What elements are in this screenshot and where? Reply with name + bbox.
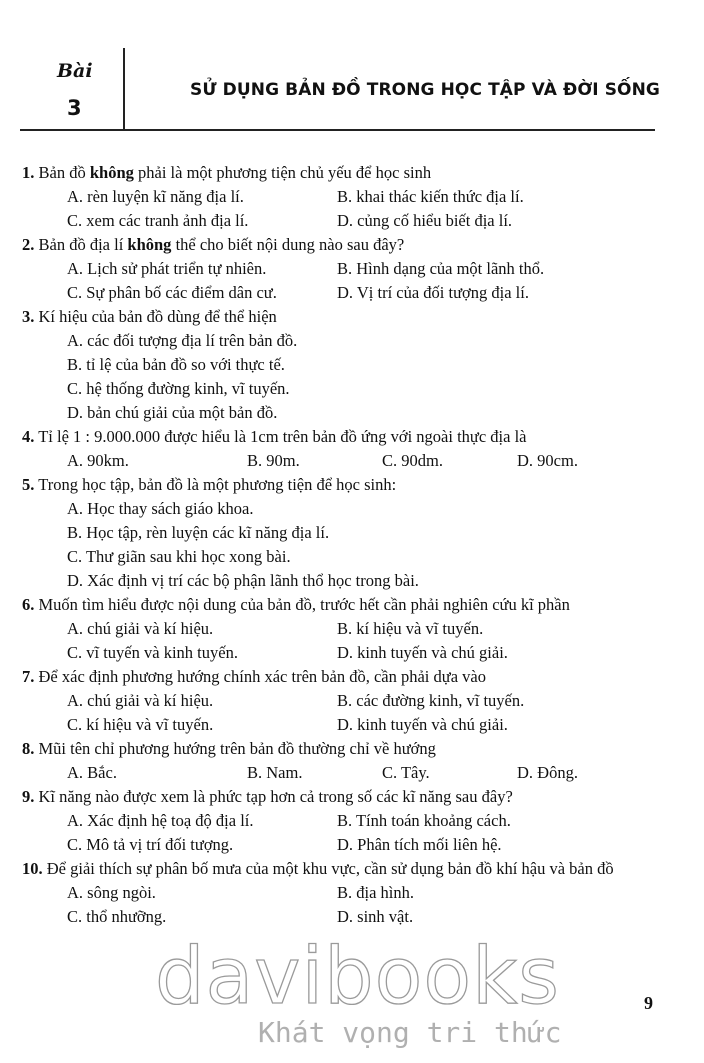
lesson-number: 3 xyxy=(67,96,82,120)
option-d: D. kinh tuyến và chú giải. xyxy=(337,643,508,662)
question-stem: 4. Tỉ lệ 1 : 9.000.000 được hiểu là 1cm trên bản đồ ứng với ngoài thực địa là xyxy=(22,427,527,446)
option-c: C. xem các tranh ảnh địa lí. xyxy=(67,211,249,230)
header-divider-vertical xyxy=(123,48,125,130)
watermark-slogan: Khát vọng tri thức xyxy=(258,1016,562,1049)
option-b: B. kí hiệu và vĩ tuyến. xyxy=(337,619,484,638)
question-3 xyxy=(22,305,662,425)
question-4 xyxy=(22,425,662,473)
option-a: A. 90km. xyxy=(67,451,129,470)
option-a: A. rèn luyện kĩ năng địa lí. xyxy=(67,187,244,206)
option-c: C. Tây. xyxy=(382,763,430,782)
option-a: A. Học thay sách giáo khoa. xyxy=(67,499,254,518)
option-a: A. chú giải và kí hiệu. xyxy=(67,691,214,710)
option-d: D. Vị trí của đối tượng địa lí. xyxy=(337,283,529,302)
option-a: A. Xác định hệ toạ độ địa lí. xyxy=(67,811,254,830)
question-8 xyxy=(22,737,662,785)
option-d: D. Phân tích mối liên hệ. xyxy=(337,835,502,854)
option-c: C. Mô tả vị trí đối tượng. xyxy=(67,835,234,854)
option-a: A. các đối tượng địa lí trên bản đồ. xyxy=(67,331,298,350)
option-d: D. Xác định vị trí các bộ phận lãnh thổ học trong bài. xyxy=(67,571,419,590)
option-c: C. vĩ tuyến và kinh tuyến. xyxy=(67,643,238,662)
question-stem: 1. Bản đồ không phải là một phương tiện chủ yếu để học sinh xyxy=(22,163,432,182)
question-stem: 9. Kĩ năng nào được xem là phức tạp hơn cả trong số các kĩ năng sau đây? xyxy=(22,787,513,806)
question-list xyxy=(22,161,662,929)
option-b: B. tỉ lệ của bản đồ so với thực tế. xyxy=(67,355,285,374)
question-6 xyxy=(22,593,662,665)
option-b: B. Hình dạng của một lãnh thổ. xyxy=(337,259,545,278)
question-2 xyxy=(22,233,662,305)
option-b: B. Học tập, rèn luyện các kĩ năng địa lí. xyxy=(67,523,330,542)
option-b: B. các đường kinh, vĩ tuyến. xyxy=(337,691,525,710)
page-number: 9 xyxy=(644,993,653,1013)
option-d: D. kinh tuyến và chú giải. xyxy=(337,715,508,734)
option-d: D. củng cố hiểu biết địa lí. xyxy=(337,211,513,230)
question-stem: 10. Để giải thích sự phân bố mưa của một khu vực, cần sử dụng bản đồ khí hậu và bản đồ xyxy=(22,859,614,878)
option-d: D. 90cm. xyxy=(517,451,578,470)
lesson-header xyxy=(0,0,704,135)
option-c: C. Sự phân bố các điểm dân cư. xyxy=(67,283,277,302)
option-b: B. Nam. xyxy=(247,763,303,782)
option-c: C. Thư giãn sau khi học xong bài. xyxy=(67,547,291,566)
question-stem: 7. Để xác định phương hướng chính xác trên bản đồ, cần phải dựa vào xyxy=(22,667,486,686)
option-c: C. 90dm. xyxy=(382,451,443,470)
option-d: D. sinh vật. xyxy=(337,907,414,926)
watermark-brand: davibooks xyxy=(155,932,560,1022)
question-stem: 8. Mũi tên chỉ phương hướng trên bản đồ thường chỉ về hướng xyxy=(22,739,436,758)
question-stem: 2. Bản đồ địa lí không thể cho biết nội dung nào sau đây? xyxy=(22,235,405,254)
question-stem: 6. Muốn tìm hiểu được nội dung của bản đồ, trước hết cần phải nghiên cứu kĩ phần xyxy=(22,595,570,614)
option-a: A. Lịch sử phát triển tự nhiên. xyxy=(67,259,267,278)
option-a: A. chú giải và kí hiệu. xyxy=(67,619,214,638)
lesson-title: SỬ DỤNG BẢN ĐỒ TRONG HỌC TẬP VÀ ĐỜI SỐNG xyxy=(190,80,660,100)
option-b: B. khai thác kiến thức địa lí. xyxy=(337,187,524,206)
option-d: D. bản chú giải của một bản đồ. xyxy=(67,403,278,422)
option-b: B. địa hình. xyxy=(337,883,414,902)
question-10 xyxy=(22,857,662,929)
question-9 xyxy=(22,785,662,857)
question-7 xyxy=(22,665,662,737)
option-a: A. Bắc. xyxy=(67,763,117,782)
question-stem: 3. Kí hiệu của bản đồ dùng để thể hiện xyxy=(22,307,277,326)
option-c: C. thổ nhưỡng. xyxy=(67,907,167,926)
header-divider-horizontal xyxy=(20,129,655,131)
option-a: A. sông ngòi. xyxy=(67,883,156,902)
question-stem: 5. Trong học tập, bản đồ là một phương tiện để học sinh: xyxy=(22,475,397,494)
lesson-word: Bài xyxy=(57,60,93,82)
option-b: B. Tính toán khoảng cách. xyxy=(337,811,511,830)
option-b: B. 90m. xyxy=(247,451,300,470)
question-5 xyxy=(22,473,662,593)
option-c: C. hệ thống đường kinh, vĩ tuyến. xyxy=(67,379,290,398)
question-1 xyxy=(22,161,662,233)
option-c: C. kí hiệu và vĩ tuyến. xyxy=(67,715,214,734)
option-d: D. Đông. xyxy=(517,763,578,782)
